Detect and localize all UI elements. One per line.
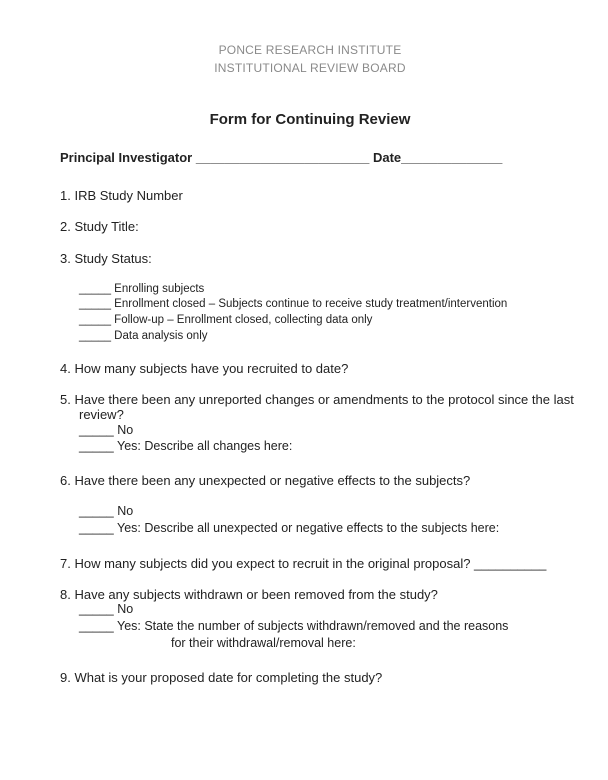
board-name: INSTITUTIONAL REVIEW BOARD [214,61,406,75]
question-5-line-2: review? [79,407,124,422]
question-8: 8. Have any subjects withdrawn or been removed from the study? [60,587,438,602]
investigator-date-line: Principal Investigator ________________________ Date______________ [60,150,503,165]
question-3: 3. Study Status: [60,251,152,266]
institute-name: PONCE RESEARCH INSTITUTE [218,43,402,57]
status-option-follow-up: _____ Follow-up – Enrollment closed, collecting data only [79,314,373,326]
status-option-enrollment-closed: _____ Enrollment closed – Subjects continue to receive study treatment/intervention [79,298,508,310]
question-6-yes: _____ Yes: Describe all unexpected or negative effects to the subjects here: [79,521,500,535]
question-8-no: _____ No [79,602,134,616]
question-8-yes-line-1: _____ Yes: State the number of subjects withdrawn/removed and the reasons [79,619,509,633]
question-6: 6. Have there been any unexpected or negative effects to the subjects? [60,473,471,488]
question-7: 7. How many subjects did you expect to recruit in the original proposal? __________ [60,556,547,571]
question-9: 9. What is your proposed date for completing the study? [60,670,383,685]
question-8-yes-line-2: for their withdrawal/removal here: [171,636,356,650]
question-1: 1. IRB Study Number [60,188,183,203]
question-6-no: _____ No [79,504,134,518]
form-title: Form for Continuing Review [209,111,411,128]
question-5-line-1: 5. Have there been any unreported changes or amendments to the protocol since the last [60,392,574,407]
status-option-data-analysis: _____ Data analysis only [79,330,208,342]
question-4: 4. How many subjects have you recruited to date? [60,361,349,376]
question-5-yes: _____ Yes: Describe all changes here: [79,439,293,453]
question-2: 2. Study Title: [60,219,139,234]
status-option-enrolling: _____ Enrolling subjects [79,283,205,295]
question-5-no: _____ No [79,423,134,437]
